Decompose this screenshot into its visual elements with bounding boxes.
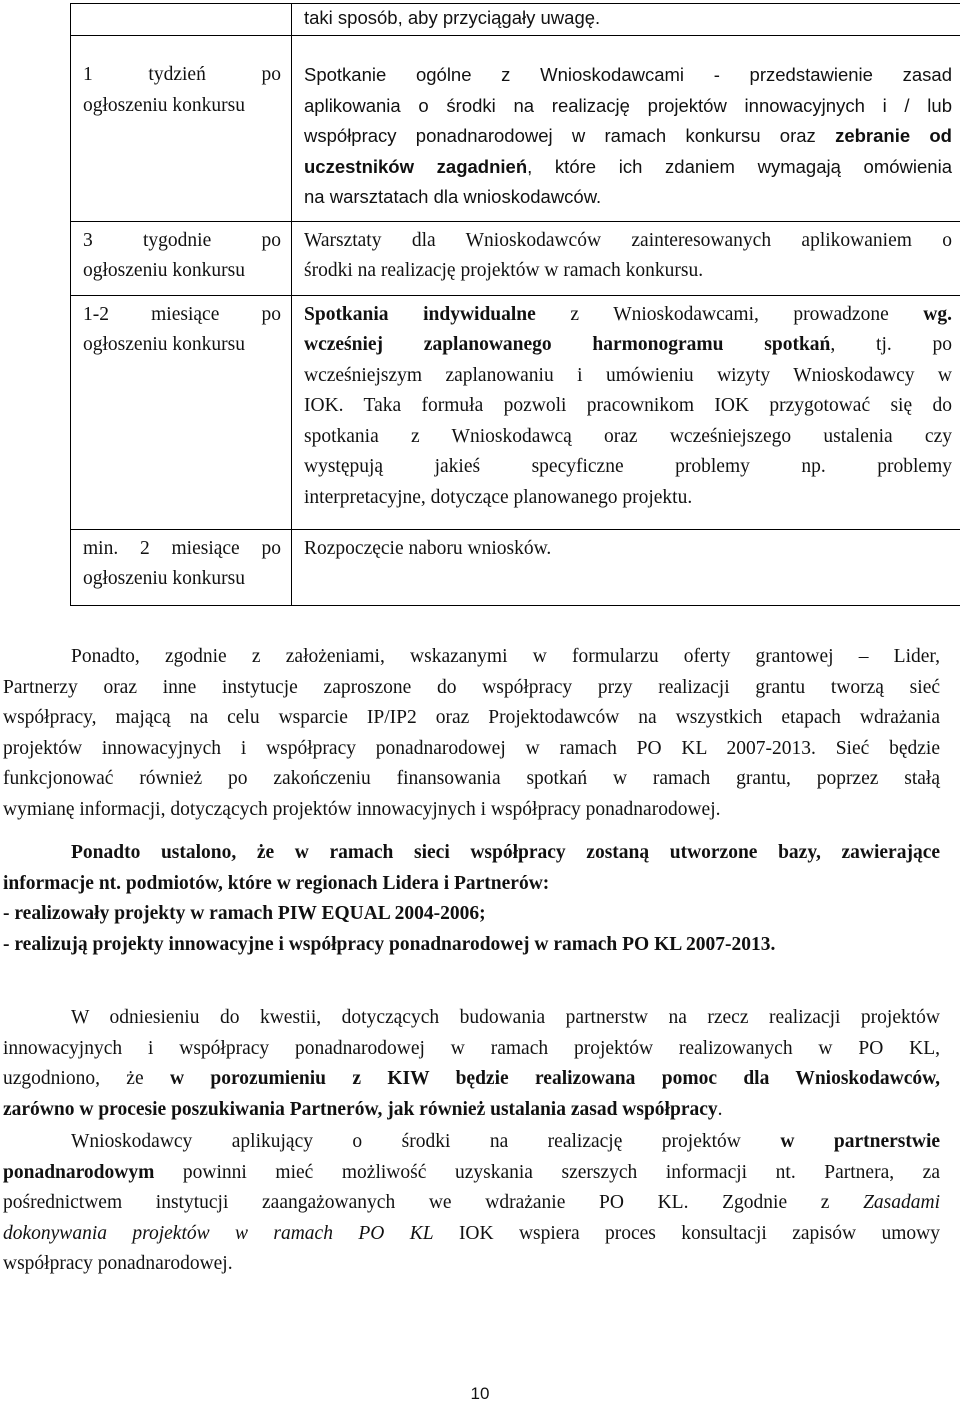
activity-line: spotkania z Wnioskodawcą oraz wcześniejszego ustalenia czy: [304, 425, 952, 447]
activity-cell: [292, 36, 960, 222]
timing-cell: [71, 4, 292, 36]
network-paragraph: [3, 642, 940, 826]
paragraph-line: funkcjonować również po zakończeniu finansowania spotkań w ramach grantu, poprzez stałą: [3, 768, 940, 790]
activity-line: aplikowania o środki na realizację projektów innowacyjnych i / lub: [304, 94, 952, 116]
partnerships-paragraph: [3, 1003, 940, 1125]
paragraph-line: Partnerzy oraz inne instytucje zaproszone do współpracy przy realizacji grantu tworzą sieć: [3, 676, 940, 698]
table-row: [71, 221, 960, 295]
paragraph-line: wymianę informacji, dotyczących projektów innowacyjnych i współpracy ponadnarodowej.: [3, 798, 721, 820]
activity-line: wcześniej zaplanowanego harmonogramu spotkań, tj. po: [304, 334, 953, 355]
paragraph-line: Ponadto ustalono, że w ramach sieci współpracy zostaną utworzone bazy, zawierające: [71, 842, 940, 863]
paragraph-line: - realizowały projekty w ramach PIW EQUAL 2004-2006;: [3, 903, 486, 925]
timing-cell: [71, 529, 292, 605]
activity-line: Rozpoczęcie naboru wniosków.: [304, 537, 552, 559]
activity-line: interpretacyjne, dotyczące planowanego projektu.: [304, 486, 693, 508]
paragraph-line: dokonywania projektów w ramach PO KL IOK wspiera proces konsultacji zapisów umowy: [3, 1222, 940, 1244]
timing-text: 1-2 miesiące po: [83, 303, 281, 325]
activity-line: wcześniejszym zaplanowaniu i umówieniu wizyty Wnioskodawcy w: [304, 364, 952, 386]
activity-line: uczestników zagadnień, które ich zdaniem wymagają omówienia: [304, 155, 952, 177]
activity-cell: [292, 529, 960, 605]
activity-cell: [292, 221, 960, 295]
timing-text: 1 tydzień po: [83, 64, 281, 85]
paragraph-line: innowacyjnych i współpracy ponadnarodowej w ramach projektów realizowanych w PO KL,: [3, 1037, 940, 1059]
timing-cell: [71, 221, 292, 295]
paragraph-line: projektów innowacyjnych i współpracy ponadnarodowej w ramach PO KL 2007-2013. Sieć będzie: [3, 737, 940, 759]
paragraph-line: - realizują projekty innowacyjne i współpracy ponadnarodowej w ramach PO KL 2007-2013.: [3, 933, 776, 955]
activity-line: Warsztaty dla Wnioskodawców zainteresowanych aplikowaniem o: [304, 229, 952, 251]
timing-text: ogłoszeniu konkursu: [83, 94, 245, 116]
table-row: [71, 295, 960, 529]
paragraph-line: Wnioskodawcy aplikujący o środki na realizację projektów w partnerstwie: [71, 1131, 941, 1152]
timing-cell: [71, 295, 292, 529]
page-number: 10: [470, 1384, 490, 1403]
schedule-table: [70, 3, 960, 606]
paragraph-line: zarówno w procesie poszukiwania Partnerów, jak również ustalania zasad współpracy.: [3, 1098, 723, 1120]
timing-text: ogłoszeniu konkursu: [83, 568, 245, 589]
paragraph-line: uzgodniono, że w porozumieniu z KIW będzie realizowana pomoc dla Wnioskodawców,: [3, 1068, 940, 1090]
timing-text: 3 tygodnie po: [83, 229, 281, 251]
timing-text: min. 2 miesiące po: [83, 537, 281, 559]
table-row: [71, 36, 960, 222]
paragraph-line: W odniesieniu do kwestii, dotyczących budowania partnerstw na rzecz realizacji projektów: [71, 1007, 940, 1028]
paragraph-line: współpracy, mającą na celu wsparcie IP/IP2 oraz Projektodawców na wszystkich etapach wdrażania: [3, 707, 940, 729]
activity-line: współpracy ponadnarodowej w ramach konkursu oraz zebranie od: [304, 125, 952, 146]
timing-text: ogłoszeniu konkursu: [83, 334, 245, 355]
paragraph-line: Ponadto, zgodnie z założeniami, wskazanymi w formularzu oferty grantowej – Lider,: [71, 646, 940, 667]
timing-cell: [71, 36, 292, 222]
activity-line: IOK. Taka formuła pozwoli pracownikom IOK przygotować się do: [304, 395, 952, 416]
applicants-paragraph: [3, 1127, 940, 1280]
activity-line: środki na realizację projektów w ramach konkursu.: [304, 260, 704, 281]
timing-text: ogłoszeniu konkursu: [83, 260, 245, 281]
activity-cell: [292, 295, 960, 529]
paragraph-line: współpracy ponadnarodowej.: [3, 1253, 233, 1275]
activity-line: występują jakieś specyficzne problemy np. problemy: [304, 456, 952, 477]
activity-cell: [292, 4, 960, 36]
table-row: [71, 4, 960, 36]
activity-text: taki sposób, aby przyciągały uwagę.: [304, 7, 601, 28]
activity-line: Spotkania indywidualne z Wnioskodawcami, prowadzone wg.: [304, 303, 952, 325]
databases-paragraph: [3, 838, 940, 960]
paragraph-line: pośrednictwem instytucji zaangażowanych we wdrażanie PO KL. Zgodnie z Zasadami: [3, 1192, 940, 1214]
activity-line: na warsztatach dla wnioskodawców.: [304, 186, 602, 207]
table-row: [71, 529, 960, 605]
paragraph-line: informacje nt. podmiotów, które w regionach Lidera i Partnerów:: [3, 872, 550, 894]
paragraph-line: ponadnarodowym powinni mieć możliwość uzyskania szerszych informacji nt. Partnera, za: [3, 1161, 940, 1183]
activity-line: Spotkanie ogólne z Wnioskodawcami - przedstawienie zasad: [304, 64, 952, 85]
